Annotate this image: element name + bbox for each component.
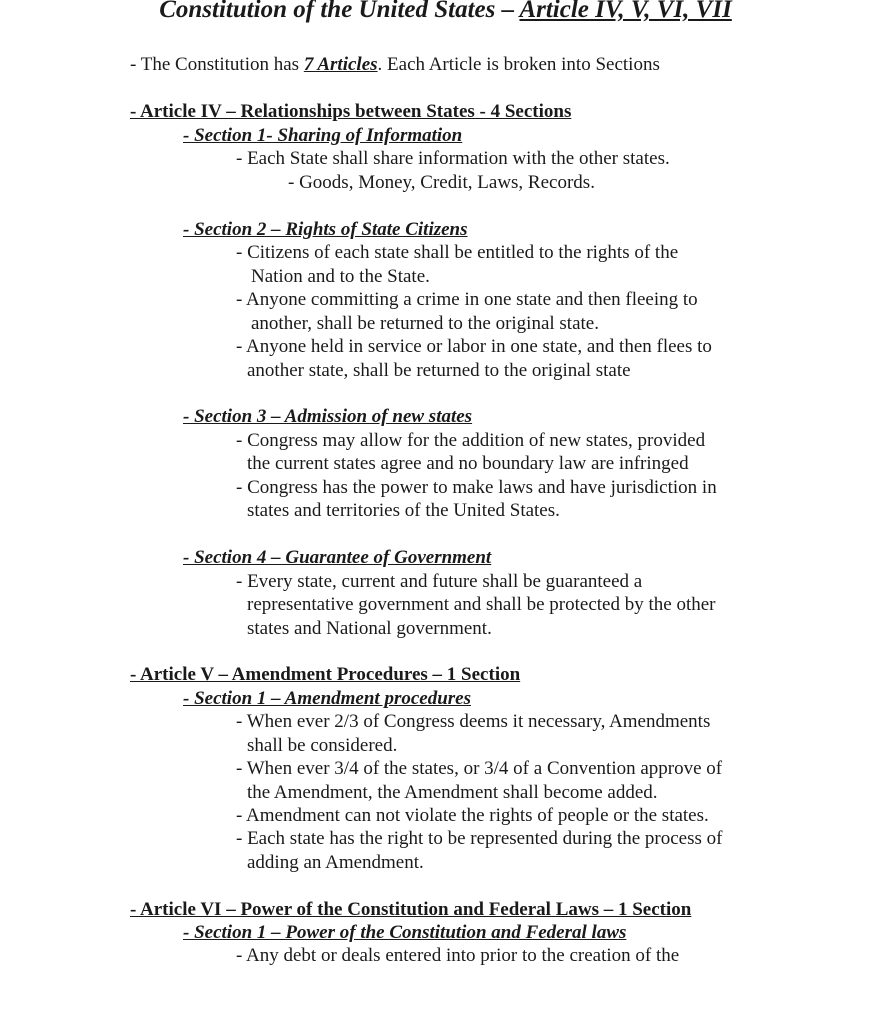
article5-section1-line: - When ever 3/4 of the states, or 3/4 of a Convention approve of: [236, 758, 723, 779]
article5-section1-line: shall be considered.: [247, 735, 398, 756]
article4-section1-heading: - Section 1- Sharing of Information: [183, 125, 463, 146]
article4-section2-line: another, shall be returned to the original state.: [251, 313, 599, 334]
article4-section4-heading: - Section 4 – Guarantee of Government: [183, 547, 492, 568]
article6-heading: - Article VI – Power of the Constitution and Federal Laws – 1 Section: [130, 899, 692, 920]
document-title: [0, 0, 891, 24]
article4-section2-heading: - Section 2 – Rights of State Citizens: [183, 219, 468, 240]
article4-section1-line: - Goods, Money, Credit, Laws, Records.: [288, 172, 595, 193]
article4-section4-line: representative government and shall be protected by the other: [247, 594, 716, 615]
article4-section3-line: states and territories of the United States.: [247, 500, 560, 521]
article4-section4-line: states and National government.: [247, 618, 492, 639]
title-articles: Article IV, V, VI, VII: [519, 0, 732, 23]
article5-section1-heading: - Section 1 – Amendment procedures: [183, 688, 471, 709]
article4-section2-line: another state, shall be returned to the original state: [247, 360, 631, 381]
article6-section1-heading: - Section 1 – Power of the Constitution and Federal laws: [183, 922, 627, 943]
article4-section3-line: - Congress may allow for the addition of new states, provided: [236, 430, 706, 451]
article4-section2-line: - Citizens of each state shall be entitled to the rights of the: [236, 242, 679, 263]
intro-emphasis: 7 Articles: [303, 54, 378, 75]
article4-section3-heading: - Section 3 – Admission of new states: [183, 406, 473, 427]
article5-section1-line: - When ever 2/3 of Congress deems it necessary, Amendments: [236, 711, 711, 732]
article4-section2-line: Nation and to the State.: [251, 266, 430, 287]
article5-section1-line: the Amendment, the Amendment shall become added.: [247, 782, 658, 803]
article4-section2-line: - Anyone committing a crime in one state and then fleeing to: [236, 289, 698, 310]
intro-suffix: . Each Article is broken into Sections: [377, 54, 660, 75]
article4-section3-line: - Congress has the power to make laws and have jurisdiction in: [236, 477, 717, 498]
article4-section1-line: - Each State shall share information with the other states.: [236, 148, 670, 169]
article5-section1-line: adding an Amendment.: [247, 852, 424, 873]
article5-section1-line: - Amendment can not violate the rights of people or the states.: [236, 805, 709, 826]
article4-heading: - Article IV – Relationships between States - 4 Sections: [130, 101, 572, 122]
article5-heading: - Article V – Amendment Procedures – 1 Section: [130, 664, 521, 685]
intro-line: [130, 53, 660, 77]
article5-section1-line: - Each state has the right to be represented during the process of: [236, 828, 723, 849]
article4-section3-line: the current states agree and no boundary law are infringed: [247, 453, 689, 474]
title-prefix: Constitution of the United States –: [159, 0, 520, 23]
article4-section2-line: - Anyone held in service or labor in one state, and then flees to: [236, 336, 712, 357]
intro-prefix: - The Constitution has: [130, 54, 304, 75]
article4-section4-line: - Every state, current and future shall be guaranteed a: [236, 571, 643, 592]
article6-section1-line: - Any debt or deals entered into prior to the creation of the: [236, 945, 680, 966]
